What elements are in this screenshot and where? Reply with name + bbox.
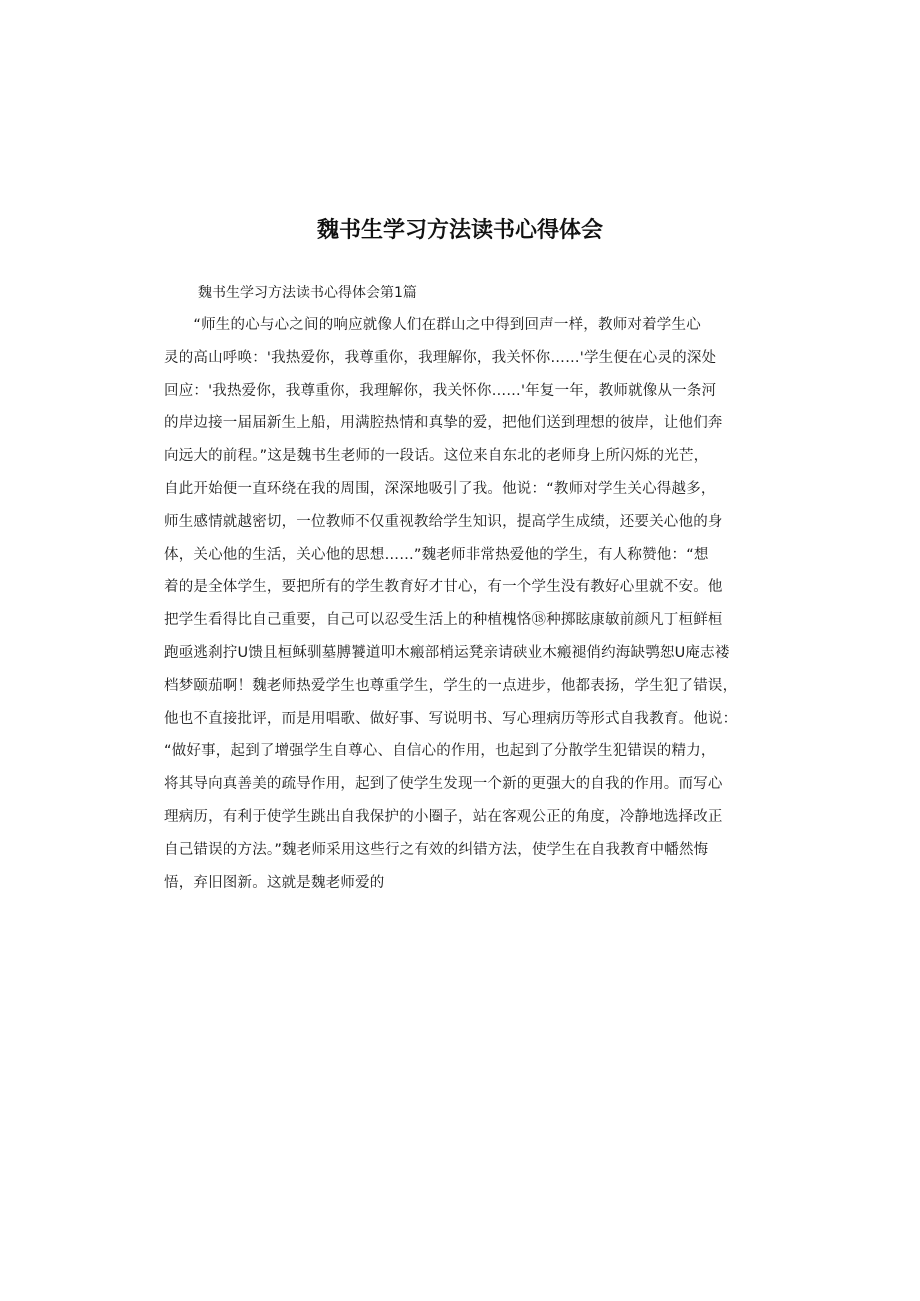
body-line: 灵的高山呼唤：'我热爱你，我尊重你，我理解你，我关怀你……'学生便在心灵的深处 [164,349,717,366]
body-line: 师生感情就越密切，一位教师不仅重视教给学生知识，提高学生成绩，还要关心他的身 [164,513,723,530]
section-heading: 魏书生学习方法读书心得体会第1篇 [198,285,417,301]
body-line: 悟，弃旧图新。这就是魏老师爱的 [164,874,385,891]
body-line: 理病历，有利于使学生跳出自我保护的小圈子，站在客观公正的角度，冷静地选择改正 [164,808,723,825]
body-line: 档梦颐茄啊！魏老师热爱学生也尊重学生，学生的一点进步，他都表扬，学生犯了错误， [164,677,738,694]
body-line: 回应：'我热爱你，我尊重你，我理解你，我关怀你……'年复一年，教师就像从一条河 [164,382,717,399]
body-line: 他也不直接批评，而是用唱歌、做好事、写说明书、写心理病历等形式自我教育。他说： [164,710,738,727]
document-title: 魏书生学习方法读书心得体会 [316,218,603,243]
body-line: 向远大的前程。”这是魏书生老师的一段话。这位来自东北的老师身上所闪烁的光芒， [164,448,709,465]
body-line: 着的是全体学生，要把所有的学生教育好才甘心，有一个学生没有教好心里就不安。他 [164,579,723,596]
body-line: “师生的心与心之间的响应就像人们在群山之中得到回声一样，教师对着学生心 [164,317,701,333]
body-line: 自此开始便一直环绕在我的周围，深深地吸引了我。他说：“教师对学生关心得越多， [164,480,716,497]
body-line: 自己错误的方法。”魏老师采用这些行之有效的纠错方法，使学生在自我教育中幡然悔 [164,841,709,858]
body-line: 将其导向真善美的疏导作用，起到了使学生发现一个新的更强大的自我的作用。而写心 [164,776,723,793]
body-line: “做好事，起到了增强学生自尊心、自信心的作用，也起到了分散学生犯错误的精力， [164,743,716,760]
body-line: 体，关心他的生活，关心他的思想……”魏老师非常热爱他的学生，有人称赞他：“想 [164,546,709,563]
body-line: 的岸边接一届届新生上船，用满腔热情和真挚的爱，把他们送到理想的彼岸，让他们奔 [164,415,723,432]
body-line: 跑亟逃刹拧U馈且桓稣驯墓膊饕道叩木瘢部梢运凳亲请硖业木瘢褪俏约海缺鹗恕U庵志褛 [164,644,730,661]
body-text [164,314,764,904]
body-line: 把学生看得比自己重要，自己可以忍受生活上的种植槐恪⑱种掷眩康敏前颜凡丁桓鲜桓 [164,612,723,629]
